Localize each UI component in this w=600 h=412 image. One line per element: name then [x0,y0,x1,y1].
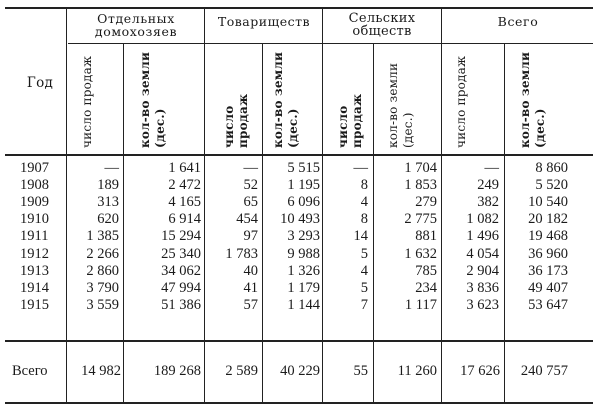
table-cell: 6 914 [168,211,201,228]
table-cell: 249 [477,177,499,194]
table-cell: 47 994 [161,279,201,296]
table-cell: 1 783 [225,245,258,262]
row-year: 1915 [20,296,49,313]
group-header [68,12,204,38]
table-cell: 53 647 [528,296,568,313]
table-cell: 313 [97,194,119,211]
group-header-rule [68,43,593,44]
table-cell: 25 340 [161,245,201,262]
table-cell: 279 [415,194,437,211]
total-cell: 11 260 [397,363,437,379]
col-divider [123,43,124,403]
table-cell: 6 096 [287,194,320,211]
total-cell: 14 982 [81,363,121,379]
group-header-label: Отдельных домохозяев [94,11,178,39]
table-cell: 2 472 [168,177,201,194]
table-cell: 20 182 [528,211,568,228]
table-cell: — [243,160,258,176]
table-cell: 3 836 [466,279,499,296]
table-cell: — [104,160,119,176]
col-divider [441,7,442,403]
sub-header-count: число продаж [222,93,250,148]
table-cell: 1 179 [287,279,320,296]
table-cell: 1 385 [86,228,119,245]
table-cell: 1 195 [287,177,320,194]
table-cell: 5 520 [535,177,568,194]
table-cell: 7 [360,296,368,313]
table-cell: 9 988 [287,245,320,262]
table-cell: 4 054 [466,245,499,262]
table-cell: 8 [360,211,368,228]
group-header-label: Сельских обществ [348,11,416,39]
table-cell: 1 632 [404,245,437,262]
row-year: 1909 [20,194,49,211]
sub-header-count: число продаж [454,55,468,148]
row-year: 1908 [20,177,49,194]
table-cell: 1 641 [168,160,201,176]
sub-header-land: кол-во земли (дес.) [518,51,547,148]
row-year: 1913 [20,262,49,279]
total-cell: 40 229 [280,363,320,379]
sub-header-land: кол-во земли (дес.) [271,51,300,148]
year-header: Год [26,75,54,91]
table-cell: 40 [243,262,258,279]
table-cell: 65 [243,194,258,211]
total-cell: 189 268 [153,363,201,379]
table-cell: 189 [97,177,119,194]
table-cell: 10 540 [528,194,568,211]
table-cell: 1 704 [404,160,437,176]
row-year: 1907 [20,160,49,176]
table-cell: 2 904 [466,262,499,279]
table-cell: 3 559 [86,296,119,313]
table-cell: 785 [415,262,437,279]
table-cell: 41 [243,279,258,296]
table-cell: 51 386 [161,296,201,313]
col-divider [322,7,323,403]
total-label: Всего [12,363,48,379]
table-cell: 3 293 [287,228,320,245]
sub-header-land: кол-во земли (дес.) [386,62,415,148]
table-cell: 2 860 [86,262,119,279]
group-header-label: Всего [497,14,539,29]
col-divider [262,43,263,403]
table-cell: 1 082 [466,211,499,228]
table-cell: 1 496 [466,228,499,245]
table-cell: 34 062 [161,262,201,279]
table-cell: 1 144 [287,296,320,313]
table-cell: 881 [415,228,437,245]
group-header [345,12,419,38]
table-cell: 620 [97,211,119,228]
row-year: 1911 [20,228,49,245]
table-cell: 14 [353,228,368,245]
table-cell: 234 [415,279,437,296]
row-year: 1910 [20,211,49,228]
sub-header-count: число продаж [336,93,364,148]
table-cell: — [353,160,368,176]
sub-header-count: число продаж [80,55,94,148]
table-cell: 1 326 [287,262,320,279]
table-cell: 5 [360,245,368,262]
table-cell: 454 [236,211,258,228]
table-cell: 15 294 [161,228,201,245]
table-cell: 97 [243,228,258,245]
table-cell: — [484,160,499,176]
group-header-label: Товариществ [217,14,311,29]
table-cell: 4 165 [168,194,201,211]
table-cell: 49 407 [528,279,568,296]
table-cell: 1 117 [404,296,437,313]
table-cell: 3 790 [86,279,119,296]
table-cell: 5 [360,279,368,296]
table-cell: 4 [360,262,368,279]
table-cell: 8 860 [535,160,568,176]
table-cell: 1 853 [404,177,437,194]
table-cell: 10 493 [280,211,320,228]
col-divider [66,7,67,403]
col-divider [504,43,505,403]
table-cell: 36 173 [528,262,568,279]
table-cell: 2 775 [404,211,437,228]
group-header [206,15,322,28]
table-cell: 3 623 [466,296,499,313]
total-cell: 55 [353,363,368,379]
group-header [443,15,593,28]
table-cell: 8 [360,177,368,194]
table-cell: 5 515 [287,160,320,176]
table-top-rule [5,7,593,9]
table-cell: 4 [360,194,368,211]
table-cell: 19 468 [528,228,568,245]
table-cell: 382 [477,194,499,211]
col-divider [373,43,374,403]
table-cell: 52 [243,177,258,194]
table-cell: 57 [243,296,258,313]
total-cell: 17 626 [460,363,500,379]
table-cell: 36 960 [528,245,568,262]
total-cell: 2 589 [225,363,258,379]
table-cell: 2 266 [86,245,119,262]
total-cell: 240 757 [520,363,568,379]
sub-header-land: кол-во земли (дес.) [138,51,167,148]
row-year: 1912 [20,245,49,262]
row-year: 1914 [20,279,49,296]
col-divider [204,7,205,403]
